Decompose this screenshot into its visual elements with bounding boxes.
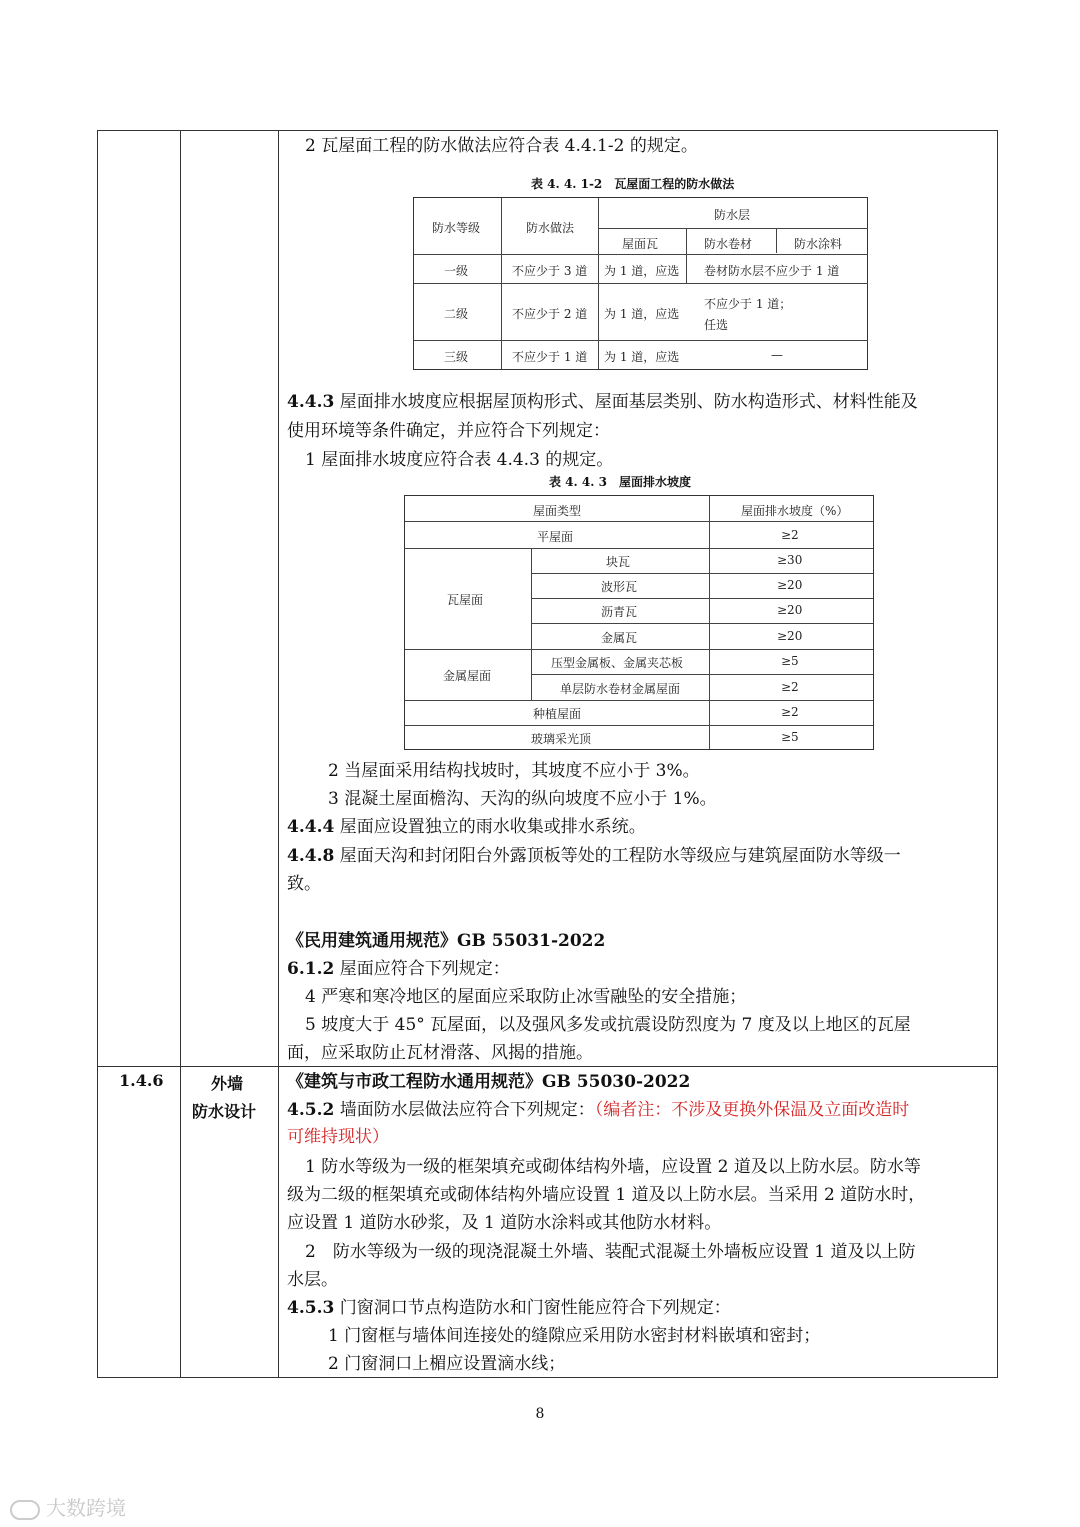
para-4-4-3-line1: 4.4.3 屋面排水坡度应根据屋顶构形式、屋面基层类别、防水构造形式、材料性能及 [287,392,918,412]
watermark-logo-icon [10,1500,40,1520]
t2-metal-1: 压型金属板、金属夹芯板 [551,656,684,670]
t2-metal-2-v: ≥2 [781,680,799,694]
editor-note-line2: 可维持现状） [287,1127,389,1147]
t1-r2-level: 二级 [444,307,469,321]
table-tile-roof-waterproofing [413,197,868,370]
t1-r2-tile: 为 1 道，应选 [604,307,680,321]
watermark: 大数跨境 [10,1492,126,1521]
t1-r3-rest: — [771,348,783,362]
t2-glass-v: ≥5 [781,730,799,744]
standard-gb55030: 《建筑与市政工程防水通用规范》GB 55030-2022 [287,1072,691,1092]
para-window-seal: 1 门窗框与墙体间连接处的缝隙应采用防水密封材料嵌填和密封； [328,1326,821,1346]
t1-r3-method: 不应少于 1 道 [512,350,588,364]
t1-h-tile: 屋面瓦 [622,237,659,251]
standard-gb55031: 《民用建筑通用规范》GB 55031-2022 [287,931,606,951]
t2-metal-1-v: ≥5 [781,654,799,668]
t2-tile-1: 块瓦 [606,555,631,569]
para-slope-rule: 1 屋面排水坡度应符合表 4.4.3 的规定。 [305,450,614,470]
para-4-4-4: 4.4.4 屋面应设置独立的雨水收集或排水系统。 [287,817,646,837]
t2-glass: 玻璃采光顶 [531,732,592,746]
section-number: 1.4.6 [119,1071,164,1090]
t1-r2-method: 不应少于 2 道 [512,307,588,321]
table2-caption: 表 4. 4. 3 屋面排水坡度 [549,475,691,489]
t1-r1-rest: 卷材防水层不应少于 1 道 [704,264,840,278]
para-steep-tile-line1: 5 坡度大于 45° 瓦屋面，以及强风多发或抗震设防烈度为 7 度及以上地区的瓦屋 [305,1015,911,1035]
t1-r1-level: 一级 [444,264,469,278]
t1-r1-tile: 为 1 道，应选 [604,264,680,278]
para-4-4-3-line2: 使用环境等条件确定，并应符合下列规定： [287,421,610,441]
para-4-4-8-line1: 4.4.8 屋面天沟和封闭阳台外露顶板等处的工程防水等级应与建筑屋面防水等级一 [287,846,901,866]
table-roof-drainage-slope [404,495,874,750]
para-4-5-2-line1: 4.5.2 墙面防水层做法应符合下列规定：（编者注：不涉及更换外保温及立面改造时 [287,1100,910,1120]
col-divider-1 [180,131,181,1377]
para-grade1-wall-line1: 1 防水等级为一级的框架填充或砌体结构外墙，应设置 2 道及以上防水层。防水等 [305,1157,921,1177]
t1-r1-method: 不应少于 3 道 [512,264,588,278]
t2-flat: 平屋面 [537,530,574,544]
t2-flat-v: ≥2 [781,528,799,542]
para-6-1-2: 6.1.2 屋面应符合下列规定： [287,959,510,979]
t2-metal-2: 单层防水卷材金属屋面 [560,682,681,696]
t1-h-level: 防水等级 [432,221,481,235]
t2-tile-4: 金属瓦 [601,631,638,645]
para-snow-measures: 4 严寒和寒冷地区的屋面应采取防止冰雪融坠的安全措施； [305,987,747,1007]
para-drip-line: 2 门窗洞口上楣应设置滴水线； [328,1354,566,1374]
t2-tile-2: 波形瓦 [601,580,638,594]
t1-h-method: 防水做法 [526,221,575,235]
t1-r2-rest: 不应少于 1 道； [704,297,792,311]
t2-tile-3: 沥青瓦 [601,605,638,619]
section-title-line1: 外墙 [211,1074,244,1093]
para-tile-roof-rule: 2 瓦屋面工程的防水做法应符合表 4.4.1-2 的规定。 [305,136,698,156]
t2-metal-group: 金属屋面 [443,669,492,683]
t2-tile-3-v: ≥20 [777,603,803,617]
t1-h-roll: 防水卷材 [704,237,753,251]
t1-r3-level: 三级 [444,350,469,364]
t2-tile-4-v: ≥20 [777,629,803,643]
table1-caption: 表 4. 4. 1-2 瓦屋面工程的防水做法 [531,177,735,191]
para-4-5-3: 4.5.3 门窗洞口节点构造防水和门窗性能应符合下列规定： [287,1298,731,1318]
t2-plant: 种植屋面 [533,707,582,721]
t2-tile-1-v: ≥30 [777,553,803,567]
t1-r2-rest2: 任选 [704,318,729,332]
para-gutter-slope: 3 混凝土屋面檐沟、天沟的纵向坡度不应小于 1%。 [328,789,717,809]
para-grade1-wall-line3: 应设置 1 道防水砂浆，及 1 道防水涂料或其他防水材料。 [287,1213,722,1233]
para-concrete-wall-line1: 2 防水等级为一级的现浇混凝土外墙、装配式混凝土外墙板应设置 1 道及以上防 [305,1242,916,1262]
para-grade1-wall-line2: 级为二级的框架填充或砌体结构外墙应设置 1 道及以上防水层。当采用 2 道防水时， [287,1185,926,1205]
para-4-4-8-line2: 致。 [287,874,321,894]
t1-r3-tile: 为 1 道，应选 [604,350,680,364]
t1-h-coat: 防水涂料 [794,237,843,251]
para-concrete-wall-line2: 水层。 [287,1270,338,1290]
t2-tile-2-v: ≥20 [777,578,803,592]
t2-tile-group: 瓦屋面 [447,593,484,607]
section-title-line2: 防水设计 [192,1102,257,1121]
t2-h-slope: 屋面排水坡度（%） [741,504,849,518]
para-structural-slope: 2 当屋面采用结构找坡时，其坡度不应小于 3%。 [328,761,700,781]
page-number: 8 [535,1406,545,1422]
t2-plant-v: ≥2 [781,705,799,719]
t2-h-type: 屋面类型 [533,504,582,518]
col-divider-2 [278,131,279,1377]
row-divider [98,1066,997,1067]
t1-h-layer: 防水层 [714,208,751,222]
para-steep-tile-line2: 面，应采取防止瓦材滑落、风揭的措施。 [287,1043,593,1063]
